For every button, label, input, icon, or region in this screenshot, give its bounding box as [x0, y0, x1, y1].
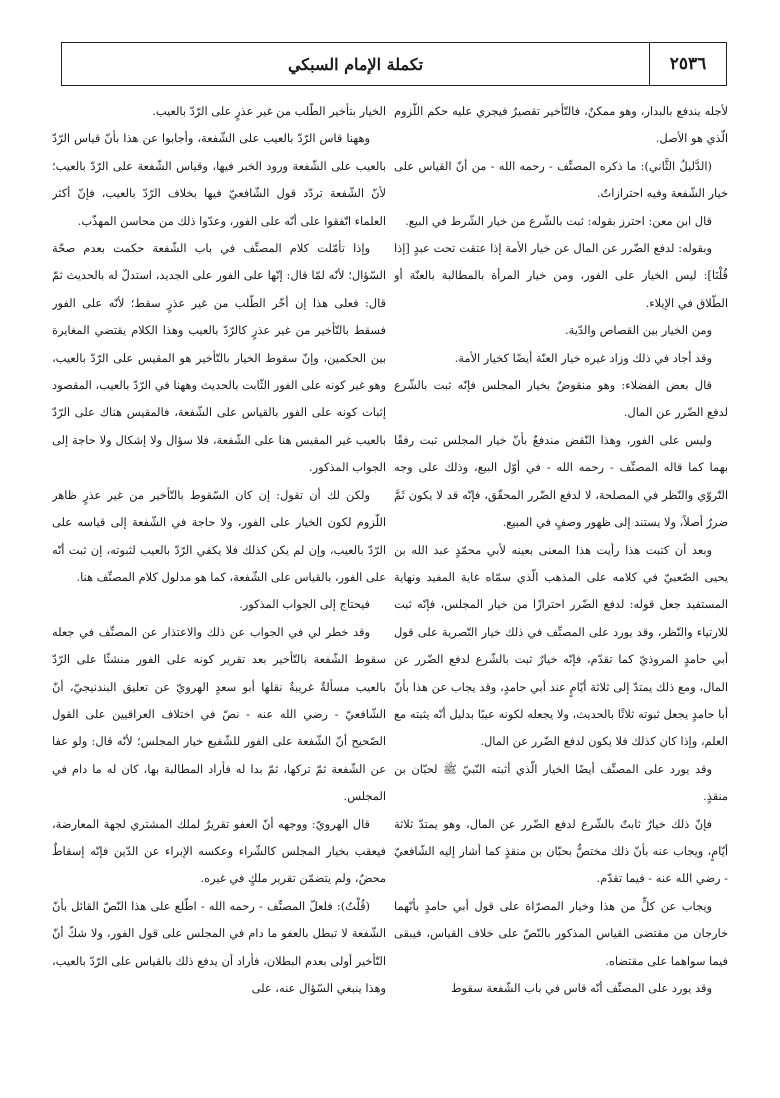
paragraph: وقد أجاد في ذلك وزاد غيره خيار العنّة أيضًا كخيار الأمة. — [454, 350, 712, 365]
paragraph: الخيار بتأخير الطّلب من غير عذرٍ على الرّدّ بالعيب. — [152, 104, 386, 118]
paragraph: ولكن لك أن تقول: إن كان السّقوط بالتّأخير من غير عذرٍ ظاهر اللّزوم لكون الخيار على الفور، ولا حاجة في الشّفعة إلى قياسه على الرّدّ بالعيب، وإن لم يكن كذلك فلا يكفي الرّدّ بالعيب لثبوته، إن ثبت أنّه على الفور، بالقياس على الشّفعة، كما هو مدلول كلام المصنِّف هنا. — [52, 487, 386, 584]
paragraph: وههنا قاس الرّدّ بالعيب على الشّفعة، وأجابوا عن هذا بأنّ قياس الرّدّ بالعيب على الشّفعة ورود الخبر فيها، وقياس الشّفعة على الرّدّ بالعيب؛ لأنّ الشّفعة تردّد قول الشّافعيّ فيها بخلاف الرّدّ بالعيب، فإنّ أكثر العلماء اتّفقوا على أنّه على الفور، وعدّوا ذلك من محاسن المهذّب. — [52, 131, 386, 228]
paragraph: (الدَّليلُ الثَّاني): ما ذكره المصنِّف - رحمه الله - من أنّ القياس على خيار الشّفعة وفيه احترازاتٌ. — [394, 158, 728, 201]
paragraph: قال الهرويّ: ووجهه أنّ العفو تقريرٌ لملك المشتري لجهة المعارضة، فيعقب بخيار المجلس كالشّراء وعكسه الإبراء عن الدّين فإنّه إسقاطٌ محضٌ، ولم يتضمّن تقرير ملكٍ في غيره. — [52, 816, 386, 886]
paragraph: (قُلْتُ): فلعلّ المصنِّف - رحمه الله - اطّلع على هذا النّصّ القائل بأنّ الشّفعة لا تبطل بالعفو ما دام في المجلس على قول الفور، ولا شكّ أنّ التّأخير أولى بعدم البطلان، فأراد أن يدفع ذلك بالقياس على الرّدّ بالعيب، وهذا ينبغي السّؤال عنه، على — [52, 898, 386, 995]
paragraph: ومن الخيار بين القصاص والدّية. — [565, 323, 712, 338]
paragraph: وقد يورد على المصنِّف أيضًا الخيار الّذي أثبته النّبيّ ﷺ لحبّان بن منقذٍ. — [394, 761, 728, 804]
paragraph: وبقوله: لدفع الضّرر عن المال عن خيار الأمة إذا عتقت تحت عبدٍ [إذا قُلْنَا]: ليس الخيار على الفور، ومن خيار المرأة بالمطالبة بالعنّة أو الطّلاق في الإيلاء. — [394, 241, 728, 310]
paragraph: وليس على الفور، وهذا النّقض مندفعٌ بأنّ خيار المجلس ثبت رفقًا بهما كما قاله المصنِّف - رحمه الله - في أوّل البيع، وذلك على وجه التّروّي والنّظر في المصلحة، لا لدفع الضّرر المحقّق، فإنّه قد لا يكون ثَمَّ ضررٌ أصلاً، ولا يستند إلى ظهور وصفٍ في المبيع. — [394, 432, 728, 530]
paragraph: ويجاب عن كلٍّ من هذا وخيار المصرّاة على قول أبي حامدٍ بأنّهما خارجان من مقتضى القياس المذكور بالنّصّ على خلاف القياس، فيبقى فيما سواهما على مقتضاه. — [394, 898, 728, 968]
paragraph: وقد يورد على المصنِّف أنّه قاس في باب الشّفعة سقوط — [451, 981, 712, 995]
right-column — [394, 98, 728, 1093]
paragraph: فإنّ ذلك خيارٌ ثابتٌ بالشّرع لدفع الضّرر عن المال، وهو يمتدّ ثلاثة أيّامٍ، ويجاب عنه بأنّ ذلك مختصٌّ بحبّان بن منقذٍ كما أشار إليه الشّافعيّ - رضي الله عنه - فيما تقدّم. — [394, 816, 728, 886]
running-title: تكملة الإمام السبكي — [287, 54, 424, 74]
paragraph: قال بعض الفضلاء: وهو منقوضٌ بخيار المجلس فإنّه ثبت بالشّرع لدفع الضّرر عن المال. — [394, 378, 728, 420]
paragraph: لأجله يندفع بالبدار، وهو ممكنٌ، فالتّأخير تقصيرٌ فيجري عليه حكم اللّزوم الّذي هو الأصل. — [394, 104, 728, 146]
left-column — [52, 98, 386, 1093]
page-header — [61, 42, 727, 86]
paragraph: وقد خطر لي في الجواب عن ذلك والاعتذار عن المصنِّف في جعله سقوط الشّفعة بالتّأخير بعد تقرير كونه على الفور منشئًا على الرّدّ بالعيب مسألةٌ غريبةٌ نقلها أبو سعدٍ الهرويّ عن تعليق البندنيجيّ، أنّ الشّافعيّ - رضي الله عنه - نصّ في اختلاف العراقيين على القول الصّحيح أنّ الشّفعة على الفور للشّفيع خيار المجلس؛ لأنّه قال: ولو عفا عن الشّفعة ثمّ تركها، ثمّ بدا له فأراد المطالبة بها، كان له ما دام في المجلس. — [52, 624, 386, 804]
paragraph: وبعد أن كتبت هذا رأيت هذا المعنى بعينه لأبي محمّدٍ عبد الله بن يحيى الصّعبيّ في كلامه على المذهب الّذي سمّاه غاية المفيد ونهاية المستفيد جعل قوله: لدفع الضّرر احترازًا من خيار المجلس، فإنّه ثبت للارتياء والنّظر، وقد يورد على المصنِّف في ذلك خيار التّصرية على قول أبي حامدٍ المروذيّ كما تقدّم، فإنّه خيارٌ ثبت بالشّرع لدفع الضّرر عن المال، ومع ذلك يمتدّ إلى ثلاثة أيّامٍ عند أبي حامدٍ، وقد يجاب عن هذا بأنّ أبا حامدٍ يجعل ثبوته ثلاثًا بالحديث، ولا يجعله لكونه عيبًا بدليل أنّه يثبته مع العلم، وإذا كان كذلك فلا يكون لدفع الضّرر عن المال. — [394, 542, 728, 749]
page-number: ٢٥٣٦ — [649, 43, 726, 85]
paragraph: قال ابن معن: احترز بقوله: ثبت بالشّرع من خيار الشّرط في البيع. — [405, 213, 712, 228]
paragraph: وإذا تأمّلت كلام المصنِّف في باب الشّفعة حكمت بعدم صحّة السّؤال؛ لأنّه لمّا قال: إنّها على الفور على الجديد، استدلّ له بالحديث ثمّ قال: فعلى هذا إن أخّر الطّلب من غير عذرٍ سقط؛ لأنّه على الفور فسقط بالتّأخير من غير عذرٍ كالرّدّ بالعيب وهذا الكلام يقتضي المغايرة بين الحكمين، وإنّ سقوط الخيار بالتّأخير هو المقيس على الرّدّ بالعيب، وهو غير كونه على الفور الثّابت بالحديث وههنا في الرّدّ بالعيب، المقصود إثبات كونه على الفور بالقياس على الشّفعة، فالمقيس هناك على الرّدّ بالعيب غير المقيس هنا على الشّفعة، فلا سؤال ولا إشكال ولا حاجة إلى الجواب المذكور. — [52, 241, 386, 475]
paragraph: فيحتاج إلى الجواب المذكور. — [239, 597, 370, 612]
